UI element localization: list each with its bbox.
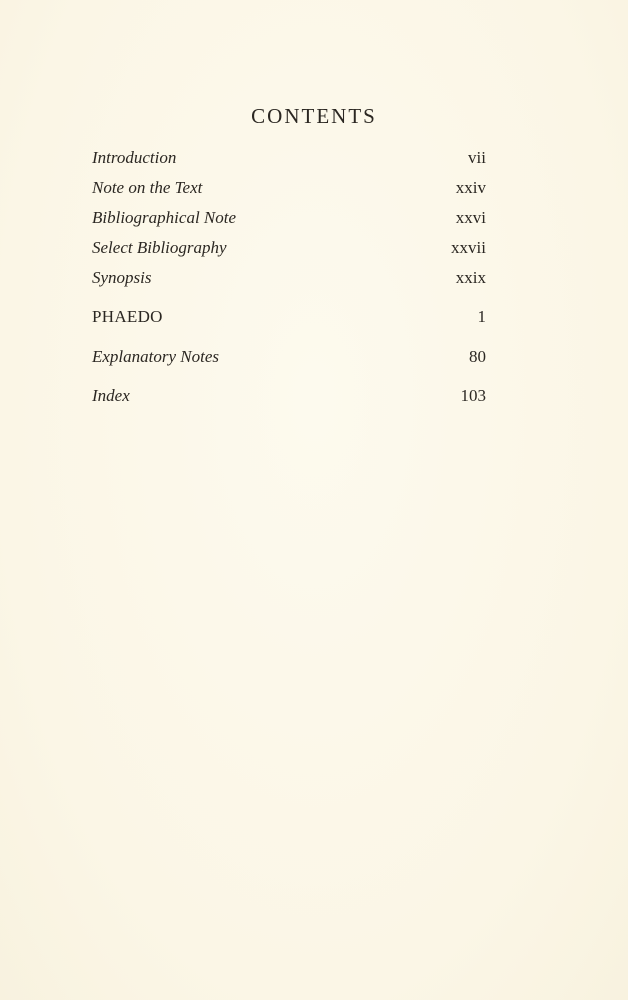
toc-entry-label: Explanatory Notes [92,347,220,366]
toc-entry-explanatory-notes [92,345,486,369]
toc-entry-select-bibliography [92,236,486,260]
toc-entry-introduction [92,146,486,170]
toc-entry-page: xxvi [455,208,486,227]
toc-entry-label: Index [92,386,130,405]
toc-entry-page: xxix [455,268,486,287]
toc-entry-label: PHAEDO [92,307,163,326]
toc-entry-synopsis [92,266,486,290]
toc-entry-page: vii [468,148,486,167]
toc-entry-page: xxvii [451,238,486,257]
toc-entry-phaedo [92,305,486,329]
toc-entry-page: 103 [460,386,486,405]
toc-entry-index [92,384,486,408]
contents-heading-text: CONTENTS [251,104,377,128]
contents-heading [30,104,598,129]
toc-entry-label: Bibliographical Note [92,208,237,227]
toc-entry-bibliographical-note [92,206,486,230]
toc-entry-label: Note on the Text [92,178,203,197]
toc-entry-page: xxiv [455,178,486,197]
toc-entry-label: Select Bibliography [92,238,227,257]
toc-entry-page: 80 [469,347,486,366]
toc-entry-label: Introduction [92,148,177,167]
toc-entry-page: 1 [477,307,486,326]
toc-entry-label: Synopsis [92,268,152,287]
toc-entry-note-on-text [92,176,486,200]
